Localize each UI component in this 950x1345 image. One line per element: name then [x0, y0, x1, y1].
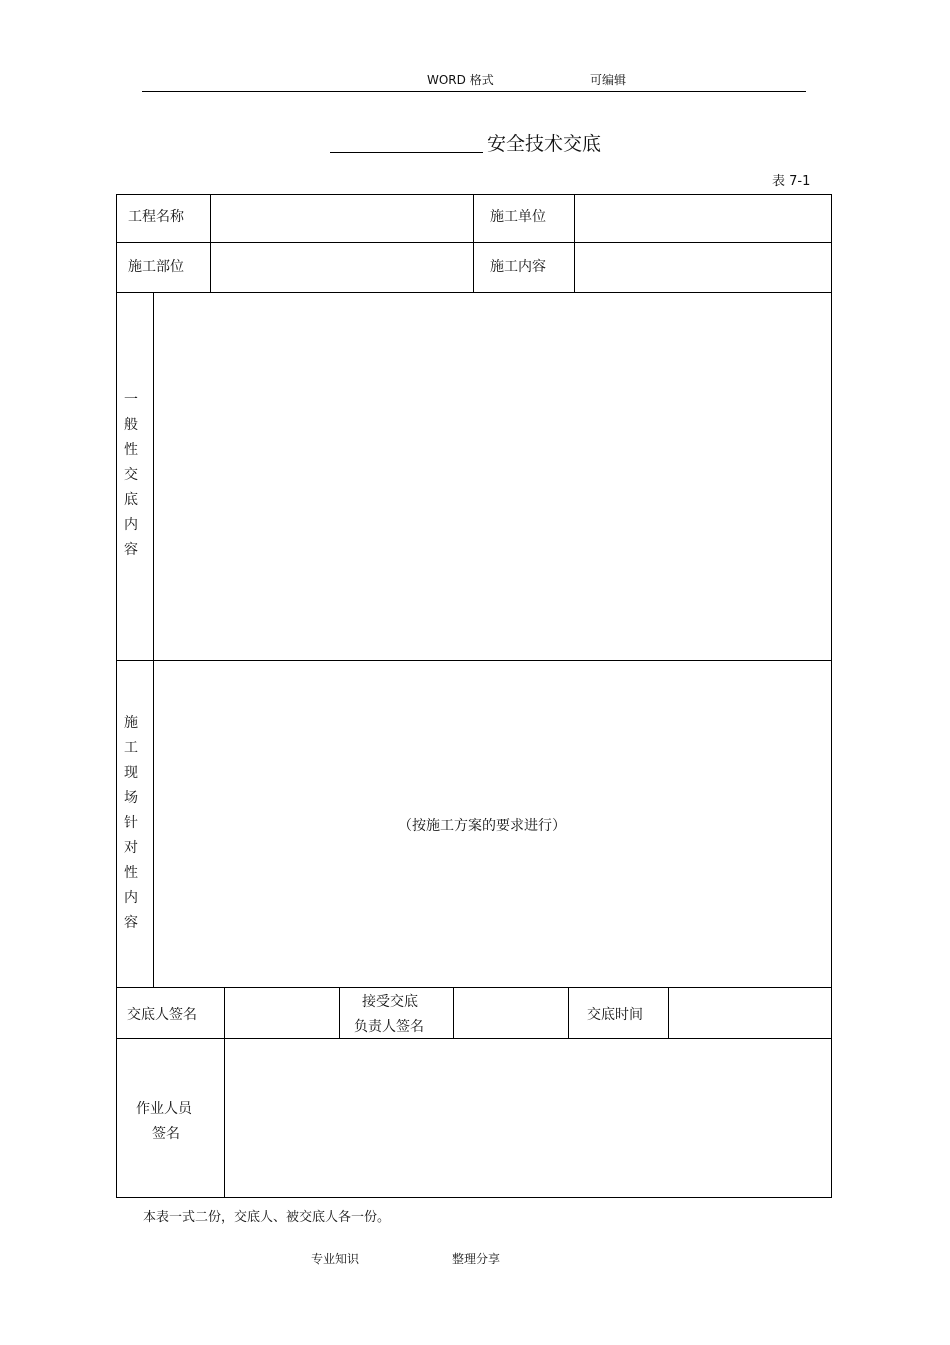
brief-time-field[interactable]	[670, 989, 830, 1037]
column-divider	[153, 292, 154, 988]
row-divider	[116, 660, 832, 661]
construction-part-field[interactable]	[212, 244, 472, 291]
footer-right-text: 整理分享	[452, 1252, 501, 1266]
project-name-field[interactable]	[212, 196, 472, 241]
page-title: 安全技术交底	[487, 133, 602, 155]
site-note: （按施工方案的要求进行）	[398, 818, 566, 834]
brief-time-label: 交底时间	[587, 1007, 643, 1023]
footer-left-text: 专业知识	[311, 1252, 360, 1266]
briefer-signature-field[interactable]	[226, 989, 338, 1037]
header-right-text: 可编辑	[590, 73, 627, 87]
receiver-signature-field[interactable]	[455, 989, 567, 1037]
row-divider	[116, 292, 832, 293]
workers-label-line2: 签名	[152, 1126, 180, 1142]
column-divider	[453, 987, 454, 1039]
column-divider	[473, 194, 474, 293]
table-number: 表 7-1	[772, 174, 811, 189]
general-section-label: 一般性交底内容	[124, 392, 138, 558]
column-divider	[210, 194, 211, 293]
header-left-text: WORD 格式	[427, 73, 494, 87]
general-content-field[interactable]	[155, 294, 830, 659]
receiver-label-line2: 负责人签名	[354, 1019, 424, 1035]
column-divider	[668, 987, 669, 1039]
site-section-label: 施工现场针对性内容	[124, 715, 138, 931]
workers-signature-field[interactable]	[226, 1040, 830, 1196]
title-blank-line	[330, 152, 483, 153]
header-rule	[142, 91, 806, 92]
construction-content-label: 施工内容	[490, 259, 546, 275]
construction-content-field[interactable]	[576, 244, 830, 291]
construction-part-label: 施工部位	[128, 259, 184, 275]
column-divider	[224, 1038, 225, 1198]
column-divider	[224, 987, 225, 1039]
project-name-label: 工程名称	[128, 209, 184, 225]
row-divider	[116, 242, 832, 243]
column-divider	[574, 194, 575, 293]
receiver-label-line1: 接受交底	[362, 994, 418, 1010]
construction-unit-label: 施工单位	[490, 209, 546, 225]
construction-unit-field[interactable]	[576, 196, 830, 241]
workers-label-line1: 作业人员	[136, 1101, 192, 1117]
briefer-signature-label: 交底人签名	[127, 1007, 197, 1023]
column-divider	[568, 987, 569, 1039]
column-divider	[339, 987, 340, 1039]
table-note: 本表一式二份，交底人、被交底人各一份。	[143, 1210, 391, 1225]
